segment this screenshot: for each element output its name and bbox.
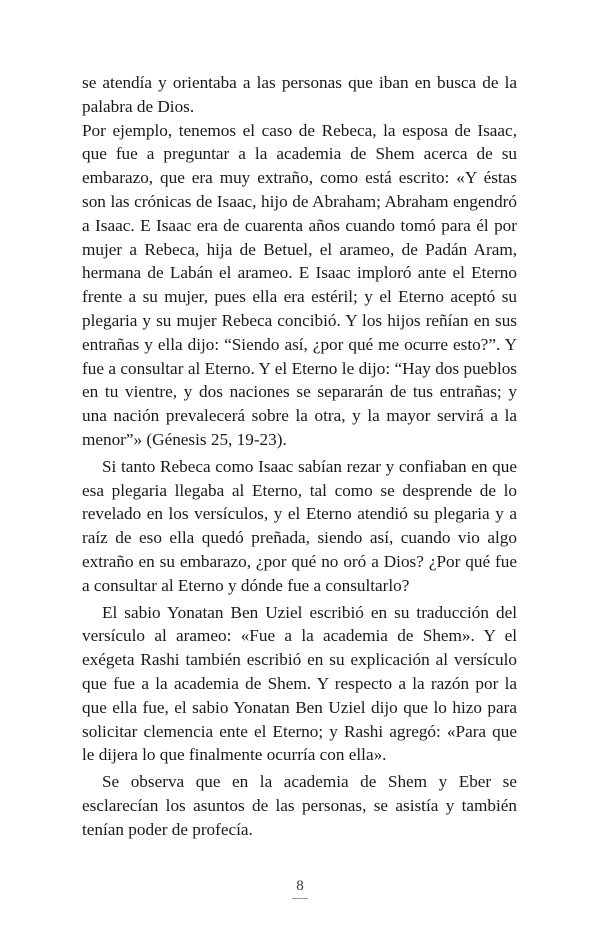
paragraph-rebeca-example: Por ejemplo, tenemos el caso de Rebeca, la esposa de Isaac, que fue a preguntar a la academia de Shem acerca de su embarazo, que era muy extraño, como está escrito: «Y éstas son las crónicas de Isaac, hijo de Abraham; Abraham engendró a Isaac. E Isaac era de cuarenta años cuando tomó para él por mujer a Rebeca, hija de Betuel, el arameo, de Padán Aram, hermana de Labán el arameo. E Isaac imploró ante el Eterno frente a su mujer, pues ella era estéril; y el Eterno aceptó su plegaria y su mujer Rebeca concibió. Y los hijos reñían en sus entrañas y ella dijo: “Siendo así, ¿por qué me ocurre esto?”. Y fue a consultar al Eterno. Y el Eterno le dijo: “Hay dos pueblos en tu vientre, y dos naciones se separarán de tus entrañas; y una nación prevalecerá sobre la otra, y la mayor servirá a la menor”» (Génesis 25, 19-23). [82,120,517,449]
paragraph-yonatan-rashi: El sabio Yonatan Ben Uziel escribió en su traducción del versículo al arameo: «Fue a la academia de Shem». Y el exégeta Rashi también escribió en su explicación al versículo que fue a la academia de Shem. Y respecto a la razón por la que ella fue, el sabio Yonatan Ben Uziel dijo que lo hizo para solicitar clemencia ente el Eterno; y Rashi agregó: «Para que le dijera lo que finalmente ocurría con ella». [82,602,517,765]
paragraph-question: Si tanto Rebeca como Isaac sabían rezar y confiaban en que esa plegaria llegaba al Eterno, tal como se desprende de lo revelado en los versículos, y el Eterno atendió su plegaria y a raíz de eso ella quedó preñada, siendo así, cuando vio algo extraño en su embarazo, ¿por qué no oró a Dios? ¿Por qué fue a consultar al Eterno y dónde fue a consultarlo? [82,456,517,595]
body-text [82,71,517,842]
page-number: 8 [296,878,304,894]
page-number-rule [292,898,308,899]
paragraph-continuation: se atendía y orientaba a las personas que iban en busca de la palabra de Dios. [82,73,517,116]
paragraph-conclusion: Se observa que en la academia de Shem y Eber se esclarecían los asuntos de las personas, se asistía y también tenían poder de profecía. [82,772,517,839]
